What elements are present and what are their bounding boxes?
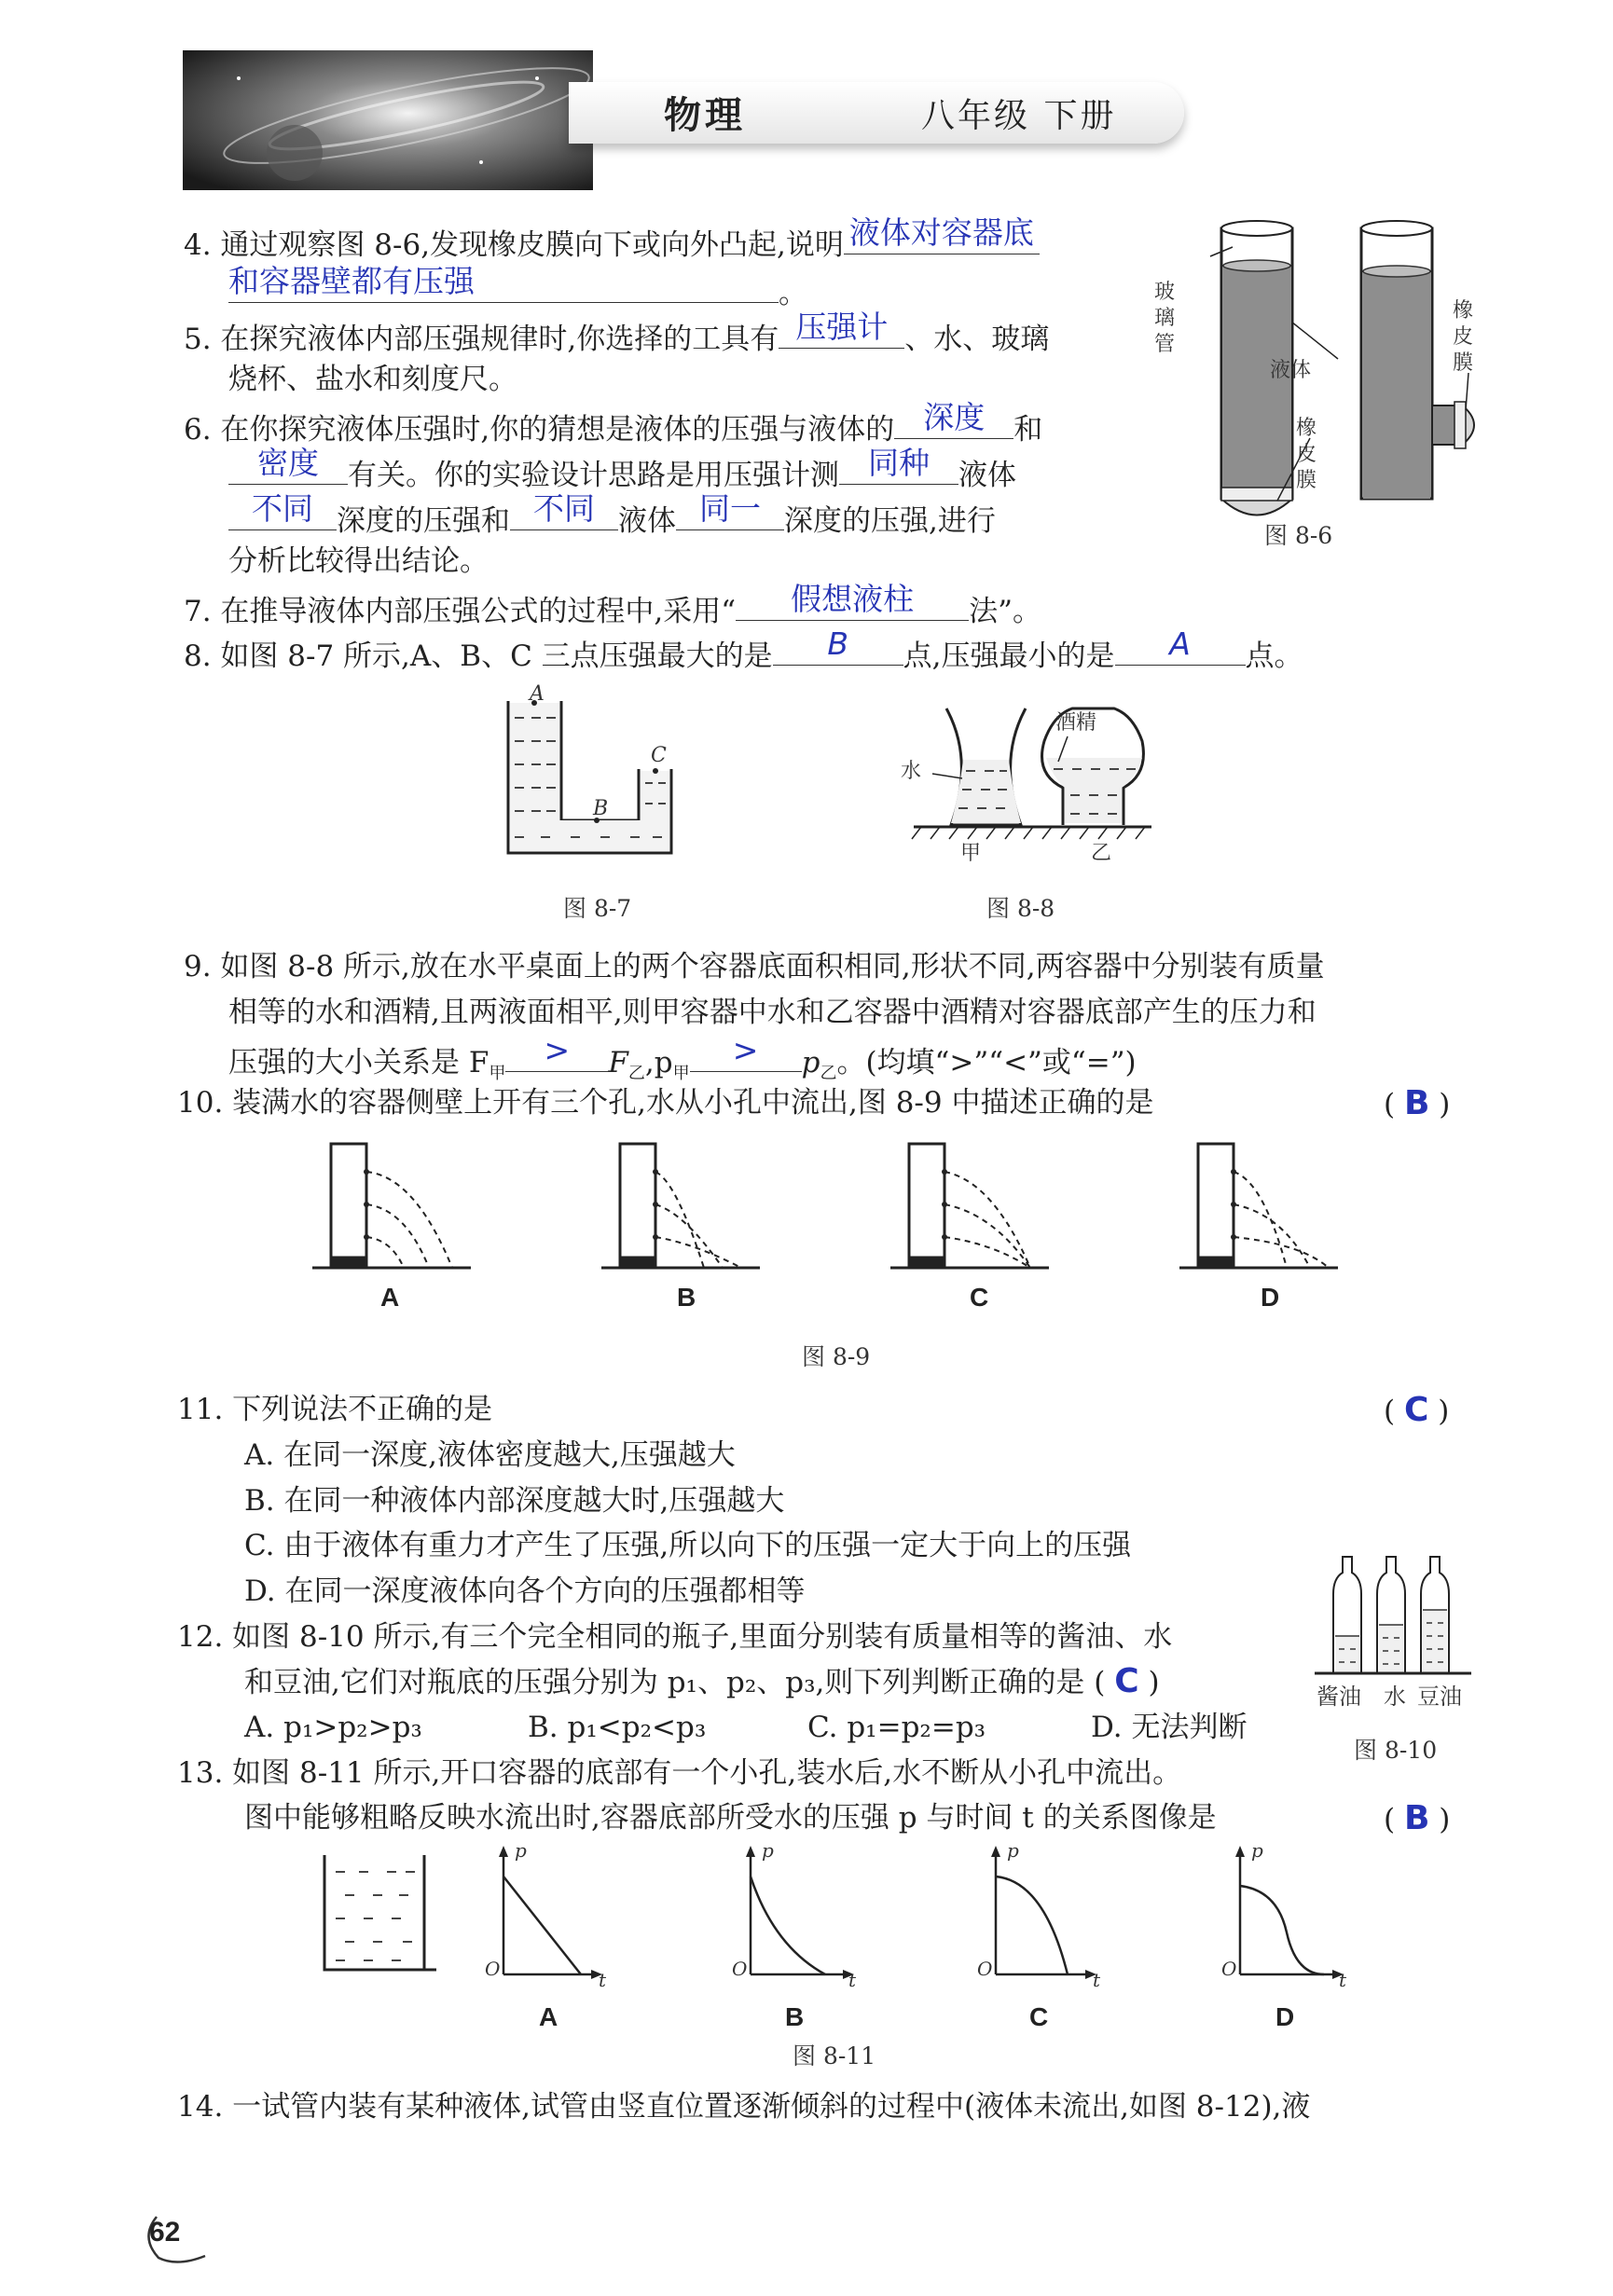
question-9-line-3: 压强的大小关系是 $F_甲$ > $F_乙,p_甲$ > $p_乙$。(均填“>”“<”或“=”) <box>228 1032 1137 1084</box>
question-6-line-2: 密度 有关。你的实验设计思路是用压强计测 同种 液体 <box>228 452 1016 494</box>
question-12: 12. 如图 8-10 所示,有三个完全相同的瓶子,里面分别装有质量相等的酱油、水 <box>177 1620 1173 1654</box>
fig87-point-c: C <box>651 744 667 767</box>
fig86-label-liquid: 液体 <box>1270 359 1312 382</box>
fig87-caption: 图 8-7 <box>563 895 632 922</box>
q11-option-b: B. 在同一种液体内部深度越大时,压强越大 <box>244 1484 785 1518</box>
q6-blank-2: 密度 <box>228 452 348 485</box>
fig811-axis-p-b: p <box>762 1839 774 1862</box>
question-8: 8. 如图 8-7 所示,A、B、C 三点压强最大的是 B 点,压强最小的是 A 点。 <box>184 626 1303 673</box>
q11-option-c: C. 由于液体有重力才产生了压强,所以向下的压强一定大于向上的压强 <box>244 1529 1132 1562</box>
fig811-origin-c: O <box>977 1958 993 1980</box>
q6-blank-3: 同种 <box>839 452 958 485</box>
q11-answer-bracket: ( C ) <box>1384 1391 1450 1429</box>
fig89-choice-b: B <box>677 1283 696 1312</box>
fig86-label-film-2: 橡皮膜 <box>1453 299 1474 375</box>
figure-8-10 <box>1315 1552 1473 1692</box>
fig811-choice-c: C <box>1029 2002 1049 2031</box>
fig811-axis-t-b: t <box>848 1969 857 1991</box>
fig811-choice-a: A <box>539 2002 558 2031</box>
fig89-choice-d: D <box>1261 1283 1280 1312</box>
header-subject: 物理 <box>664 93 746 137</box>
question-4-line-2: 和容器壁都有压强 。 <box>228 263 807 310</box>
fig811-axis-p-d: p <box>1251 1839 1263 1862</box>
fig811-origin-a: O <box>485 1958 501 1980</box>
fig811-choice-d: D <box>1275 2002 1295 2031</box>
q9-blank-2: > <box>690 1039 802 1072</box>
question-9: 9. 如图 8-8 所示,放在水平桌面上的两个容器底面积相同,形状不同,两容器中分别装有质量 <box>184 950 1325 983</box>
fig86-caption: 图 8-6 <box>1264 522 1333 549</box>
header-grade: 八年级 下册 <box>921 97 1117 135</box>
figure-8-6 <box>1175 210 1492 517</box>
question-5-line-2: 烧杯、盐水和刻度尺。 <box>228 363 517 396</box>
q4-blank-1: 液体对容器底 <box>844 222 1040 254</box>
fig811-origin-b: O <box>732 1958 748 1980</box>
fig88-label-yi: 乙 <box>1091 842 1112 865</box>
question-14: 14. 一试管内装有某种液体,试管由竖直位置逐渐倾斜的过程中(液体未流出,如图 8-12),液 <box>177 2090 1311 2124</box>
q7-blank: 假想液柱 <box>736 588 969 621</box>
fig88-label-jia: 甲 <box>960 842 982 865</box>
question-6-line-3: 不同 深度的压强和 不同 液体 同一 深度的压强,进行 <box>228 498 996 540</box>
figure-8-7 <box>503 690 690 858</box>
figure-8-8 <box>904 704 1156 853</box>
fig86-label-glass: 玻璃管 <box>1154 281 1176 356</box>
question-7: 7. 在推导液体内部压强公式的过程中,采用“ 假想液柱 法”。 <box>184 581 1041 628</box>
header-banner-image <box>183 50 593 190</box>
fig810-label-soy: 酱油 <box>1317 1684 1361 1710</box>
fig88-label-water: 水 <box>901 760 922 783</box>
question-12-line-2: 和豆油,它们对瓶底的压强分别为 p₁、p₂、p₃,则下列判断正确的是 ( C ) <box>244 1662 1160 1700</box>
q6-blank-5: 不同 <box>510 498 618 530</box>
fig811-axis-t-d: t <box>1339 1969 1347 1991</box>
q8-blank-2: A <box>1115 633 1246 666</box>
fig811-axis-p-c: p <box>1007 1839 1019 1862</box>
fig810-label-water: 水 <box>1384 1684 1406 1710</box>
question-4: 4. 通过观察图 8-6,发现橡皮膜向下或向外凸起,说明 液体对容器底 <box>184 222 1040 264</box>
q10-answer-bracket: ( B ) <box>1384 1084 1451 1122</box>
q12-option-d: D. 无法判断 <box>1091 1711 1248 1744</box>
fig811-choice-b: B <box>785 2002 805 2031</box>
question-6: 6. 在你探究液体压强时,你的猜想是液体的压强与液体的 深度 和 <box>184 399 1043 447</box>
q4-blank-2: 和容器壁都有压强 <box>228 270 779 303</box>
fig88-label-alcohol: 酒精 <box>1055 711 1097 735</box>
q6-blank-6: 同一 <box>676 498 784 530</box>
fig811-axis-t-a: t <box>599 1969 607 1991</box>
fig88-caption: 图 8-8 <box>986 895 1055 922</box>
page-number: 62 <box>149 2217 181 2248</box>
q12-option-b: B. p₁<p₂<p₃ <box>528 1711 707 1744</box>
fig87-point-a: A <box>530 682 545 706</box>
question-13: 13. 如图 8-11 所示,开口容器的底部有一个小孔,装水后,水不断从小孔中流出。 <box>177 1756 1182 1790</box>
fig89-choice-a: A <box>380 1283 400 1312</box>
figure-8-11 <box>317 1844 1371 1993</box>
q12-option-c: C. p₁=p₂=p₃ <box>807 1711 986 1744</box>
fig811-axis-t-c: t <box>1093 1969 1101 1991</box>
fig811-axis-p-a: p <box>515 1839 527 1862</box>
fig810-label-soybean-oil: 豆油 <box>1417 1684 1462 1710</box>
question-11: 11. 下列说法不正确的是 <box>177 1393 493 1426</box>
fig86-label-film-1: 橡皮膜 <box>1296 417 1317 492</box>
q11-option-d: D. 在同一深度液体向各个方向的压强都相等 <box>244 1574 806 1608</box>
question-9-line-2: 相等的水和酒精,且两液面相平,则甲容器中水和乙容器中酒精对容器底部产生的压力和 <box>228 996 1317 1029</box>
question-6-line-4: 分析比较得出结论。 <box>228 544 489 578</box>
figure-8-9 <box>312 1139 1385 1279</box>
fig87-point-b: B <box>593 797 609 820</box>
question-5: 5. 在探究液体内部压强规律时,你选择的工具有 压强计 、水、玻璃 <box>184 309 1050 356</box>
fig810-caption: 图 8-10 <box>1354 1737 1438 1764</box>
question-10: 10. 装满水的容器侧壁上开有三个孔,水从小孔中流出,图 8-9 中描述正确的是 <box>177 1086 1154 1120</box>
q13-answer-bracket: ( B ) <box>1384 1799 1451 1837</box>
q11-option-a: A. 在同一深度,液体密度越大,压强越大 <box>244 1438 736 1472</box>
fig89-caption: 图 8-9 <box>802 1343 871 1370</box>
q8-blank-1: B <box>773 633 903 666</box>
q6-blank-4: 不同 <box>228 498 337 530</box>
fig811-caption: 图 8-11 <box>793 2042 876 2069</box>
q9-blank-1: > <box>505 1039 608 1072</box>
q12-option-a: A. p₁>p₂>p₃ <box>244 1711 422 1744</box>
question-13-line-2: 图中能够粗略反映水流出时,容器底部所受水的压强 p 与时间 t 的关系图像是 <box>244 1801 1217 1835</box>
q5-blank: 压强计 <box>779 316 904 349</box>
fig89-choice-c: C <box>970 1283 989 1312</box>
q6-blank-1: 深度 <box>894 406 1013 439</box>
fig811-origin-d: O <box>1221 1958 1237 1980</box>
